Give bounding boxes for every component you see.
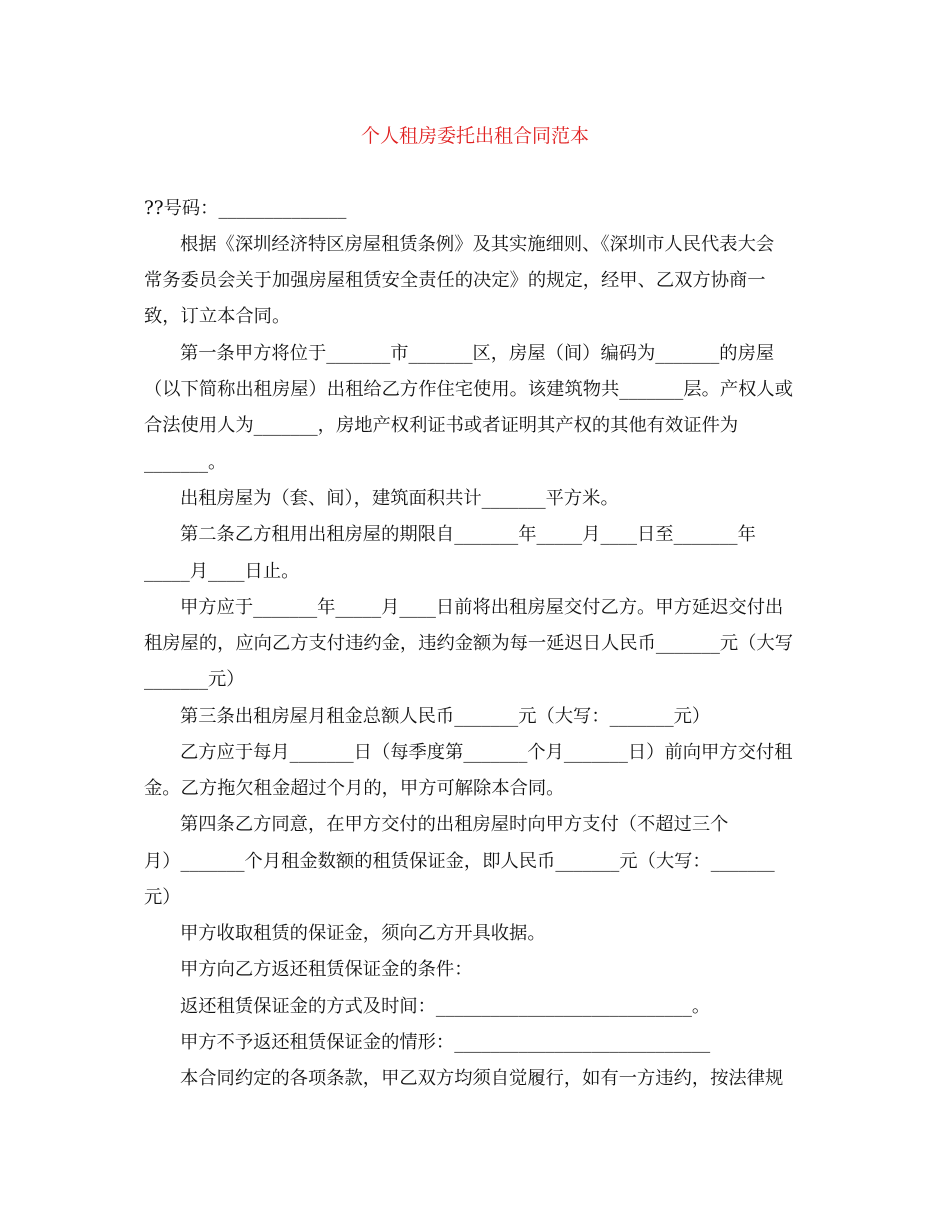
paragraph-line: 乙方应于每月_______日（每季度第_______个月_______日）前向甲方交付租 [180, 742, 793, 763]
paragraph-line: 月）_______个月租金数额的租赁保证金，即人民币_______元（大写：_______ [144, 851, 775, 872]
paragraph-line: 甲方收取租赁的保证金，须向乙方开具收据。 [180, 923, 546, 944]
paragraph-line: 常务委员会关于加强房屋租赁安全责任的决定》的规定，经甲、乙双方协商一 [144, 270, 766, 291]
paragraph-line: 甲方应于_______年_____月____日前将出租房屋交付乙方。甲方延迟交付出 [180, 597, 784, 618]
paragraph-line: _______元） [144, 669, 245, 690]
paragraph-line: 甲方向乙方返还租赁保证金的条件： [180, 959, 473, 980]
paragraph-line: （以下简称出租房屋）出租给乙方作住宅使用。该建筑物共_______层。产权人或 [144, 379, 793, 400]
paragraph-line: 第四条乙方同意，在甲方交付的出租房屋时向甲方支付（不超过三个 [180, 814, 729, 835]
paragraph-line: 租房屋的，应向乙方支付违约金，违约金额为每一延迟日人民币_______元（大写 [144, 633, 793, 654]
contract-number-line: ??号码：______________ [144, 198, 347, 219]
paragraph-line: 金。乙方拖欠租金超过个月的，甲方可解除本合同。 [144, 778, 565, 799]
paragraph-line: 出租房屋为（套、间），建筑面积共计_______平方米。 [180, 488, 619, 509]
document-title: 个人租房委托出租合同范本 [360, 125, 589, 147]
paragraph-line: 第一条甲方将位于_______市_______区，房屋（间）编码为_______的房屋 [180, 343, 775, 364]
paragraph-line: 第三条出租房屋月租金总额人民币_______元（大写：_______元） [180, 706, 711, 727]
paragraph-line: _____月____日止。 [144, 561, 300, 582]
paragraph-line: 致，订立本合同。 [144, 306, 291, 327]
paragraph-line: 第二条乙方租用出租房屋的期限自_______年_____月____日至_______年 [180, 524, 756, 545]
paragraph-line: 合法使用人为_______，房地产权利证书或者证明其产权的其他有效证件为 [144, 415, 739, 436]
paragraph-line: 根据《深圳经济特区房屋租赁条例》及其实施细则、《深圳市人民代表大会 [180, 234, 775, 255]
paragraph-line: 本合同约定的各项条款，甲乙双方均须自觉履行，如有一方违约，按法律规 [180, 1068, 784, 1089]
paragraph-line: 元） [144, 887, 181, 908]
paragraph-line: _______。 [144, 452, 227, 473]
paragraph-line: 甲方不予返还租赁保证金的情形：____________________________ [180, 1032, 711, 1053]
paragraph-line: 返还租赁保证金的方式及时间：____________________________。 [180, 996, 711, 1017]
